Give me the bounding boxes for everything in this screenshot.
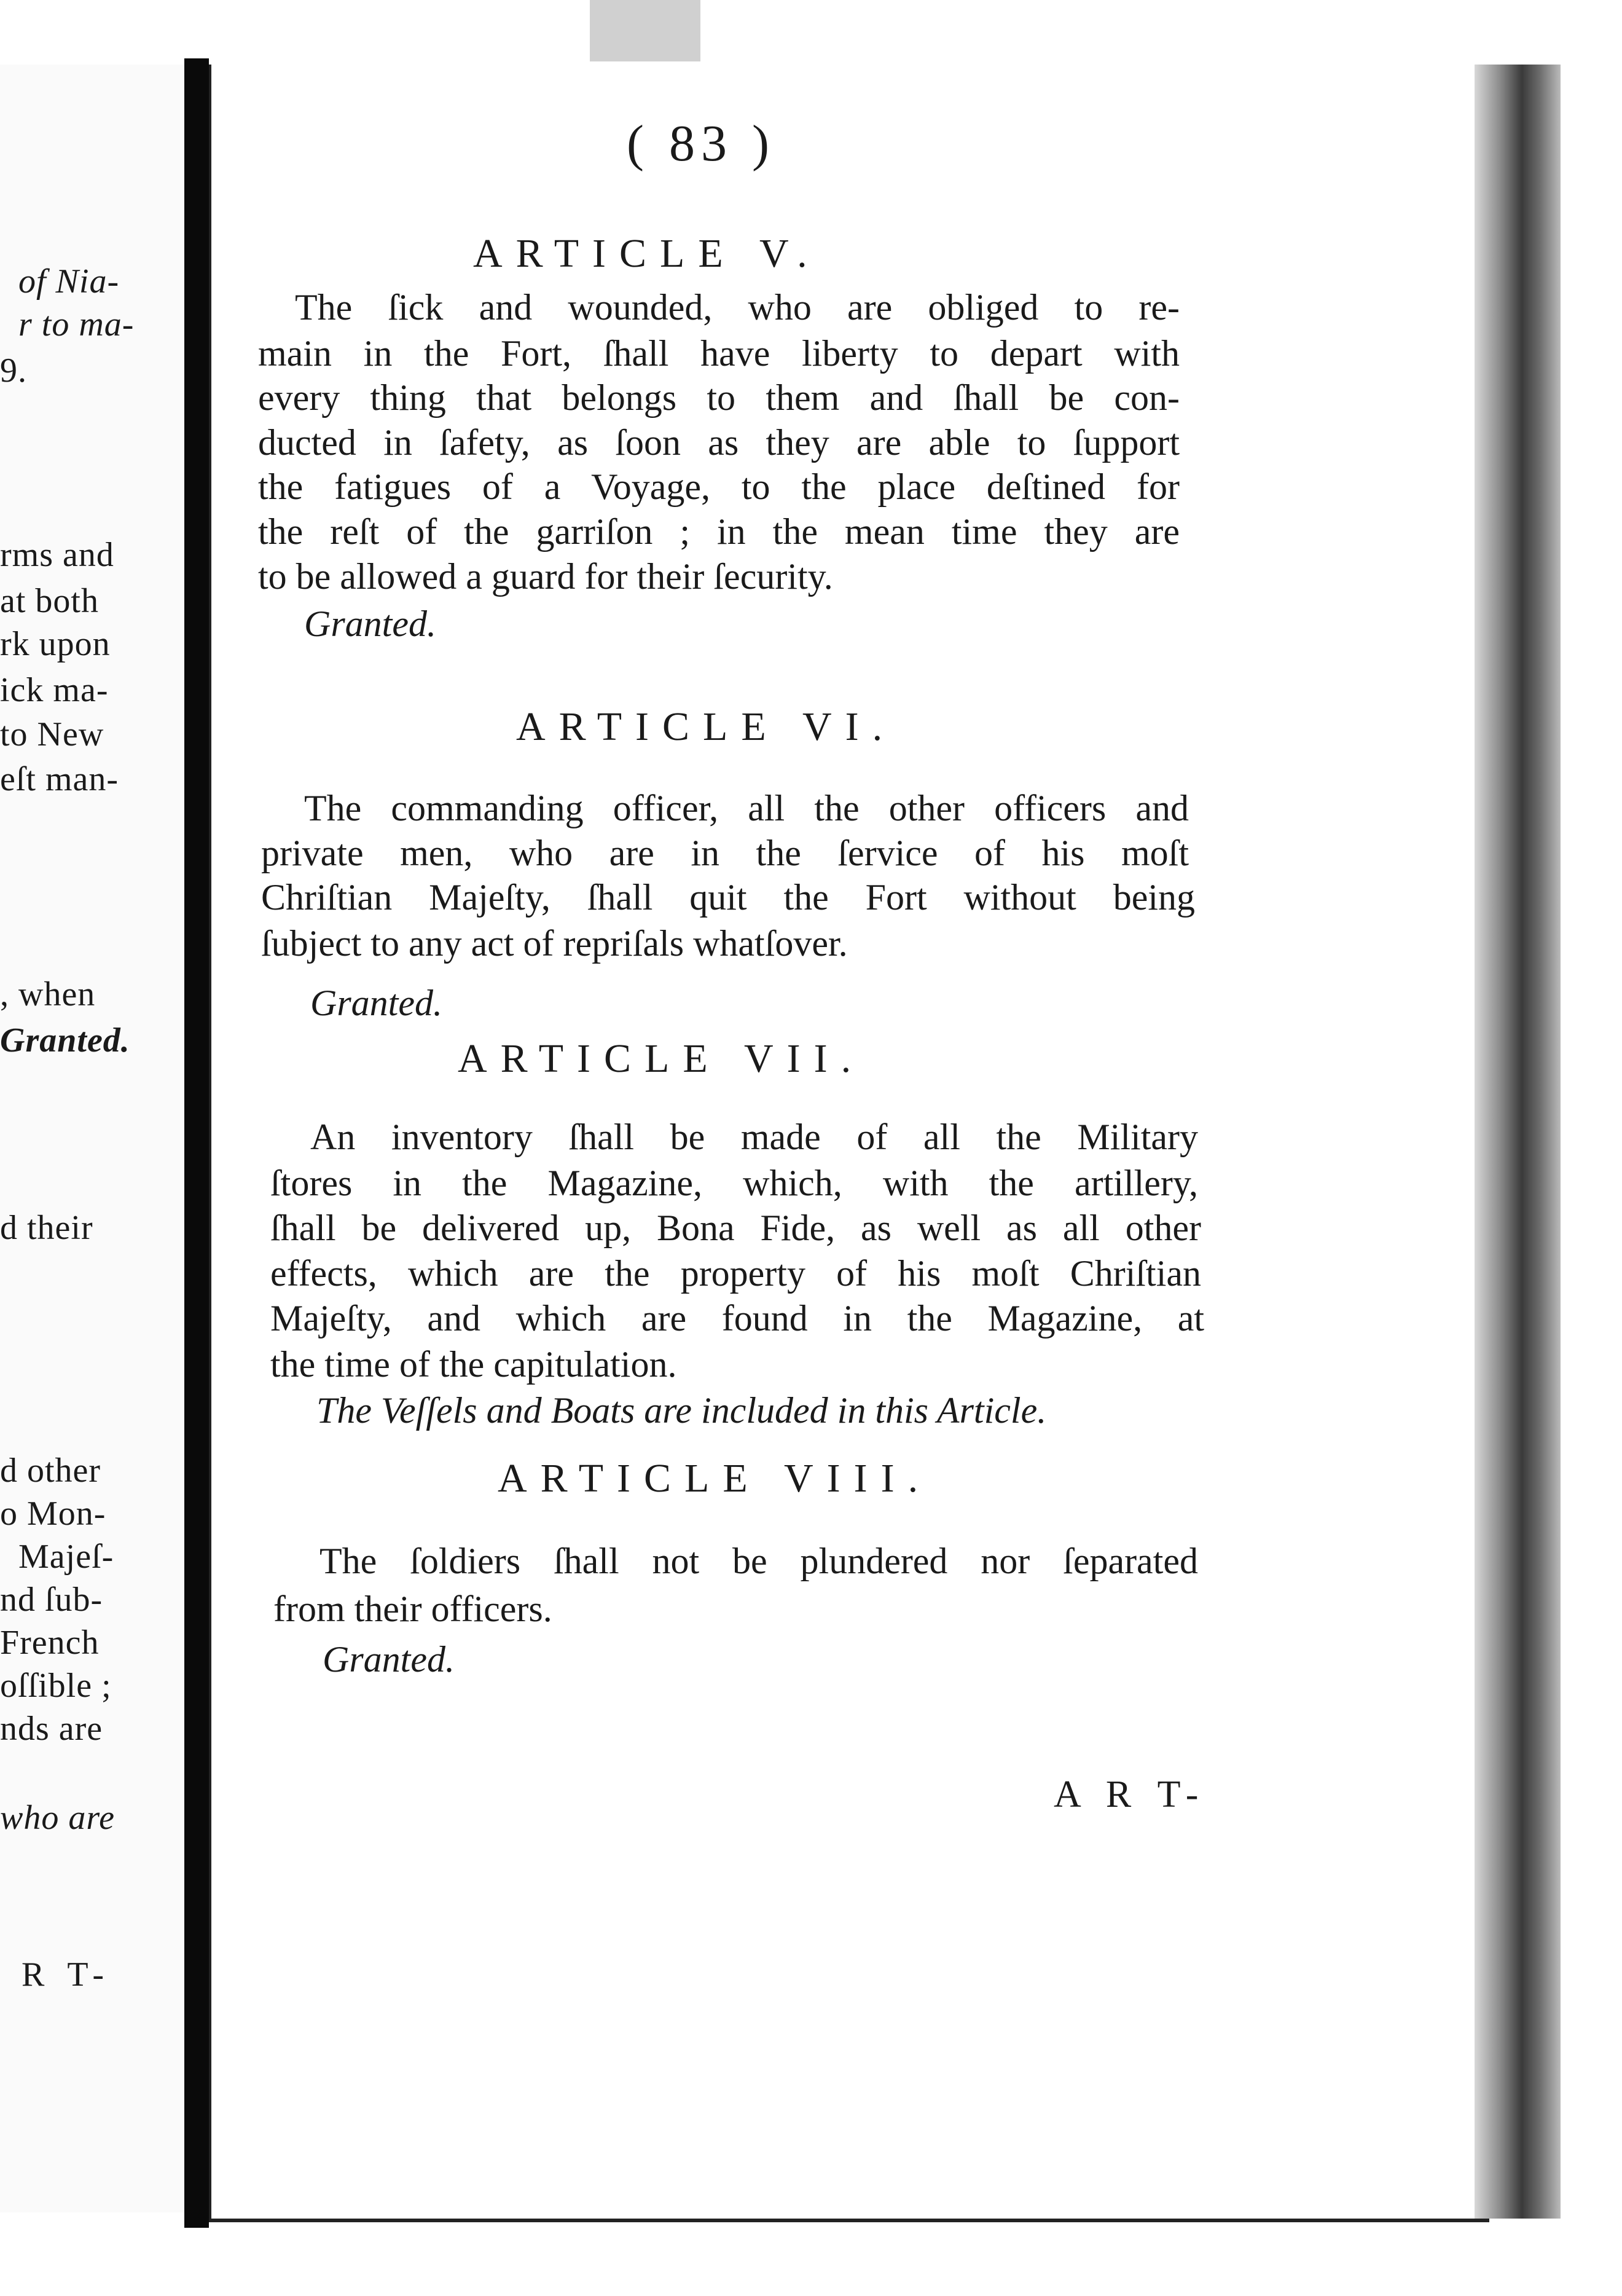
article-text-line: The ſoldiers ſhall not be plundered nor ſeparated bbox=[319, 1541, 1198, 1581]
facing-page bbox=[0, 65, 190, 2212]
article-text-line: ſtores in the Magazine, which, with the artillery, bbox=[270, 1163, 1198, 1203]
facing-catchword: R T- bbox=[22, 1956, 112, 1994]
facing-line: eſt man- bbox=[0, 760, 119, 798]
facing-line: oſſible ; bbox=[0, 1667, 112, 1705]
catchword: A R T- bbox=[1054, 1774, 1207, 1815]
article-text-line: the reſt of the garriſon ; in the mean time they are bbox=[258, 511, 1180, 552]
facing-line: Granted. bbox=[0, 1021, 130, 1060]
article-heading: ARTICLE VIII. bbox=[498, 1456, 932, 1501]
facing-line: o Mon- bbox=[0, 1495, 106, 1533]
article-reply: Granted. bbox=[304, 603, 436, 644]
facing-line: 9. bbox=[0, 352, 27, 390]
book-spine-edge bbox=[1475, 65, 1561, 2219]
scan-margin bbox=[1561, 0, 1622, 2296]
article-heading: ARTICLE V. bbox=[473, 231, 821, 276]
facing-line: nd ſub- bbox=[0, 1581, 103, 1619]
facing-line: Majeſ- bbox=[18, 1538, 114, 1576]
scan-smudge bbox=[590, 0, 700, 61]
facing-line: French bbox=[0, 1624, 100, 1662]
facing-line: d their bbox=[0, 1209, 93, 1247]
facing-line: to New bbox=[0, 715, 104, 753]
gutter-shadow bbox=[184, 58, 209, 2228]
article-text-line: Majeſty, and which are found in the Magazine, at bbox=[270, 1298, 1204, 1339]
article-reply: Granted. bbox=[323, 1639, 455, 1680]
facing-line: , when bbox=[0, 975, 96, 1013]
facing-line: ick ma- bbox=[0, 671, 109, 709]
facing-line: nds are bbox=[0, 1710, 103, 1748]
facing-line: rk upon bbox=[0, 625, 111, 663]
article-reply: Granted. bbox=[310, 983, 442, 1023]
article-text-line: main in the Fort, ſhall have liberty to depart with bbox=[258, 333, 1180, 374]
article-heading: ARTICLE VI. bbox=[516, 704, 896, 749]
facing-line: r to ma- bbox=[18, 305, 135, 344]
article-text-line: the fatigues of a Voyage, to the place deſtined for bbox=[258, 466, 1180, 507]
facing-line: at both bbox=[0, 582, 99, 620]
article-text-line: ducted in ſafety, as ſoon as they are able to ſupport bbox=[258, 422, 1180, 463]
article-text-line: ſubject to any act of repriſals whatſover. bbox=[261, 923, 848, 964]
article-text-line: private men, who are in the ſervice of his moſt bbox=[261, 833, 1189, 873]
article-text-line: ſhall be delivered up, Bona Fide, as well as all other bbox=[270, 1208, 1201, 1248]
article-text-line: The ſick and wounded, who are obliged to re- bbox=[295, 287, 1180, 328]
article-text-line: from their officers. bbox=[273, 1589, 552, 1629]
article-text-line: the time of the capitulation. bbox=[270, 1344, 677, 1385]
article-reply: The Veſſels and Boats are included in this Article. bbox=[316, 1390, 1047, 1431]
article-text-line: every thing that belongs to them and ſhall be con- bbox=[258, 377, 1180, 418]
facing-line: of Nia- bbox=[18, 262, 120, 301]
facing-line: d other bbox=[0, 1452, 101, 1490]
article-heading: ARTICLE VII. bbox=[458, 1036, 865, 1081]
article-text-line: to be allowed a guard for their ſecurity. bbox=[258, 556, 833, 597]
article-text-line: Chriſtian Majeſty, ſhall quit the Fort without being bbox=[261, 877, 1195, 918]
facing-line: rms and bbox=[0, 536, 114, 574]
article-text-line: An inventory ſhall be made of all the Military bbox=[310, 1117, 1198, 1157]
article-text-line: effects, which are the property of his moſt Chriſtian bbox=[270, 1253, 1201, 1294]
page-number: ( 83 ) bbox=[627, 115, 775, 172]
facing-line: who are bbox=[0, 1799, 115, 1837]
article-text-line: The commanding officer, all the other officers and bbox=[304, 788, 1189, 828]
